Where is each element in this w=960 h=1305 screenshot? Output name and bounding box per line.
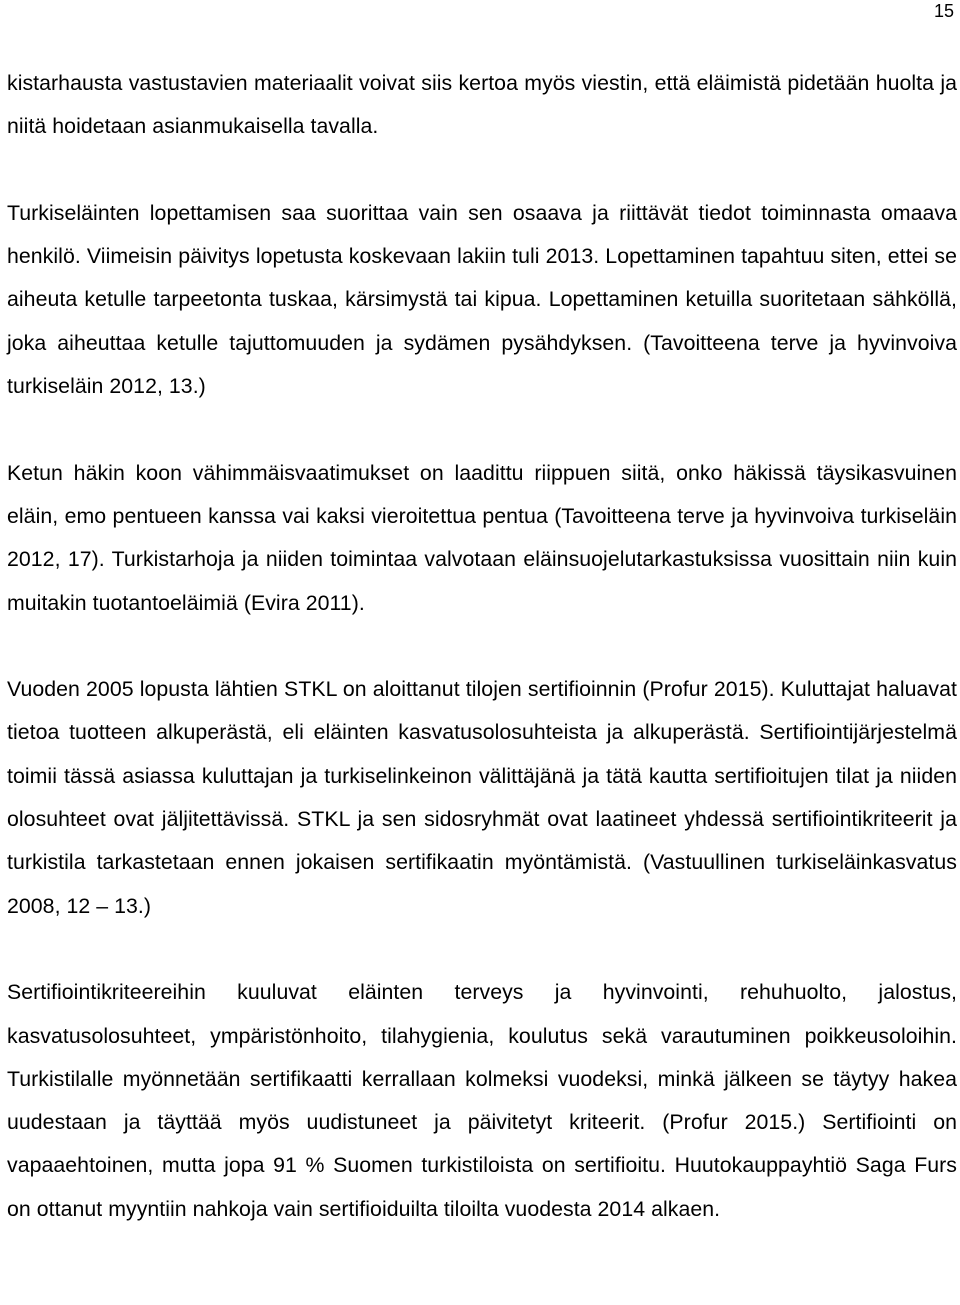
paragraph-gap [7,625,957,668]
paragraph-4: Vuoden 2005 lopusta lähtien STKL on aloittanut tilojen sertifioinnin (Profur 2015). Kuluttajat haluavat tietoa tuotteen alkuperästä, eli eläinten kasvatusolosuhteista ja alkuperästä. Sertifiointijärjestelmä toimii tässä asiassa kuluttajan ja turkiselinkeinon välittäjänä ja tätä kautta sertifioitujen tilat ja niiden olosuhteet ovat jäljitettävissä. STKL ja sen sidosryhmät ovat laatineet yhdessä sertifiointikriteerit ja turkistila tarkastetaan ennen jokaisen sertifikaatin myöntämistä. (Vastuullinen turkiseläinkasvatus 2008, 12 – 13.) [7,677,957,918]
document-body [7,62,957,1231]
paragraph-1: kistarhausta vastustavien materiaalit voivat siis kertoa myös viestin, että eläimistä pidetään huolta ja niitä hoidetaan asianmukaisella tavalla. [7,71,957,139]
paragraph-gap [7,928,957,971]
paragraph-5: Sertifiointikriteereihin kuuluvat eläinten terveys ja hyvinvointi, rehuhuolto, jalostus, kasvatusolosuhteet, ympäristönhoito, tilahygienia, koulutus sekä varautuminen poikkeusoloihin. Turkistilalle myönnetään sertifikaatti kerrallaan kolmeksi vuodeksi, minkä jälkeen se täytyy hakea uudestaan ja täyttää myös uudistuneet ja päivitetyt kriteerit. (Profur 2015.) Sertifiointi on vapaaehtoinen, mutta jopa 91 % Suomen turkistiloista on sertifioitu. Huutokauppayhtiö Saga Furs on ottanut myyntiin nahkoja vain sertifioiduilta tiloilta vuodesta 2014 alkaen. [7,980,957,1221]
paragraph-2: Turkiseläinten lopettamisen saa suorittaa vain sen osaava ja riittävät tiedot toiminnasta omaava henkilö. Viimeisin päivitys lopetusta koskevaan lakiin tuli 2013. Lopettaminen tapahtuu siten, ettei se aiheuta ketulle tarpeetonta tuskaa, kärsimystä tai kipua. Lopettaminen ketuilla suoritetaan sähköllä, joka aiheuttaa ketulle tajuttomuuden ja sydämen pysähdyksen. (Tavoitteena terve ja hyvinvoiva turkiseläin 2012, 13.) [7,200,957,399]
paragraph-gap [7,149,957,192]
paragraph-3: Ketun häkin koon vähimmäisvaatimukset on laadittu riippuen siitä, onko häkissä täysikasvuinen eläin, emo pentueen kanssa vai kaksi vieroitettua pentua (Tavoitteena terve ja hyvinvoiva turkiseläin 2012, 17). Turkistarhoja ja niiden toimintaa valvotaan eläinsuojelutarkastuksissa vuosittain niin kuin muitakin tuotantoeläimiä (Evira 2011). [7,460,957,615]
page-number: 15 [933,1,954,21]
paragraph-gap [7,408,957,451]
